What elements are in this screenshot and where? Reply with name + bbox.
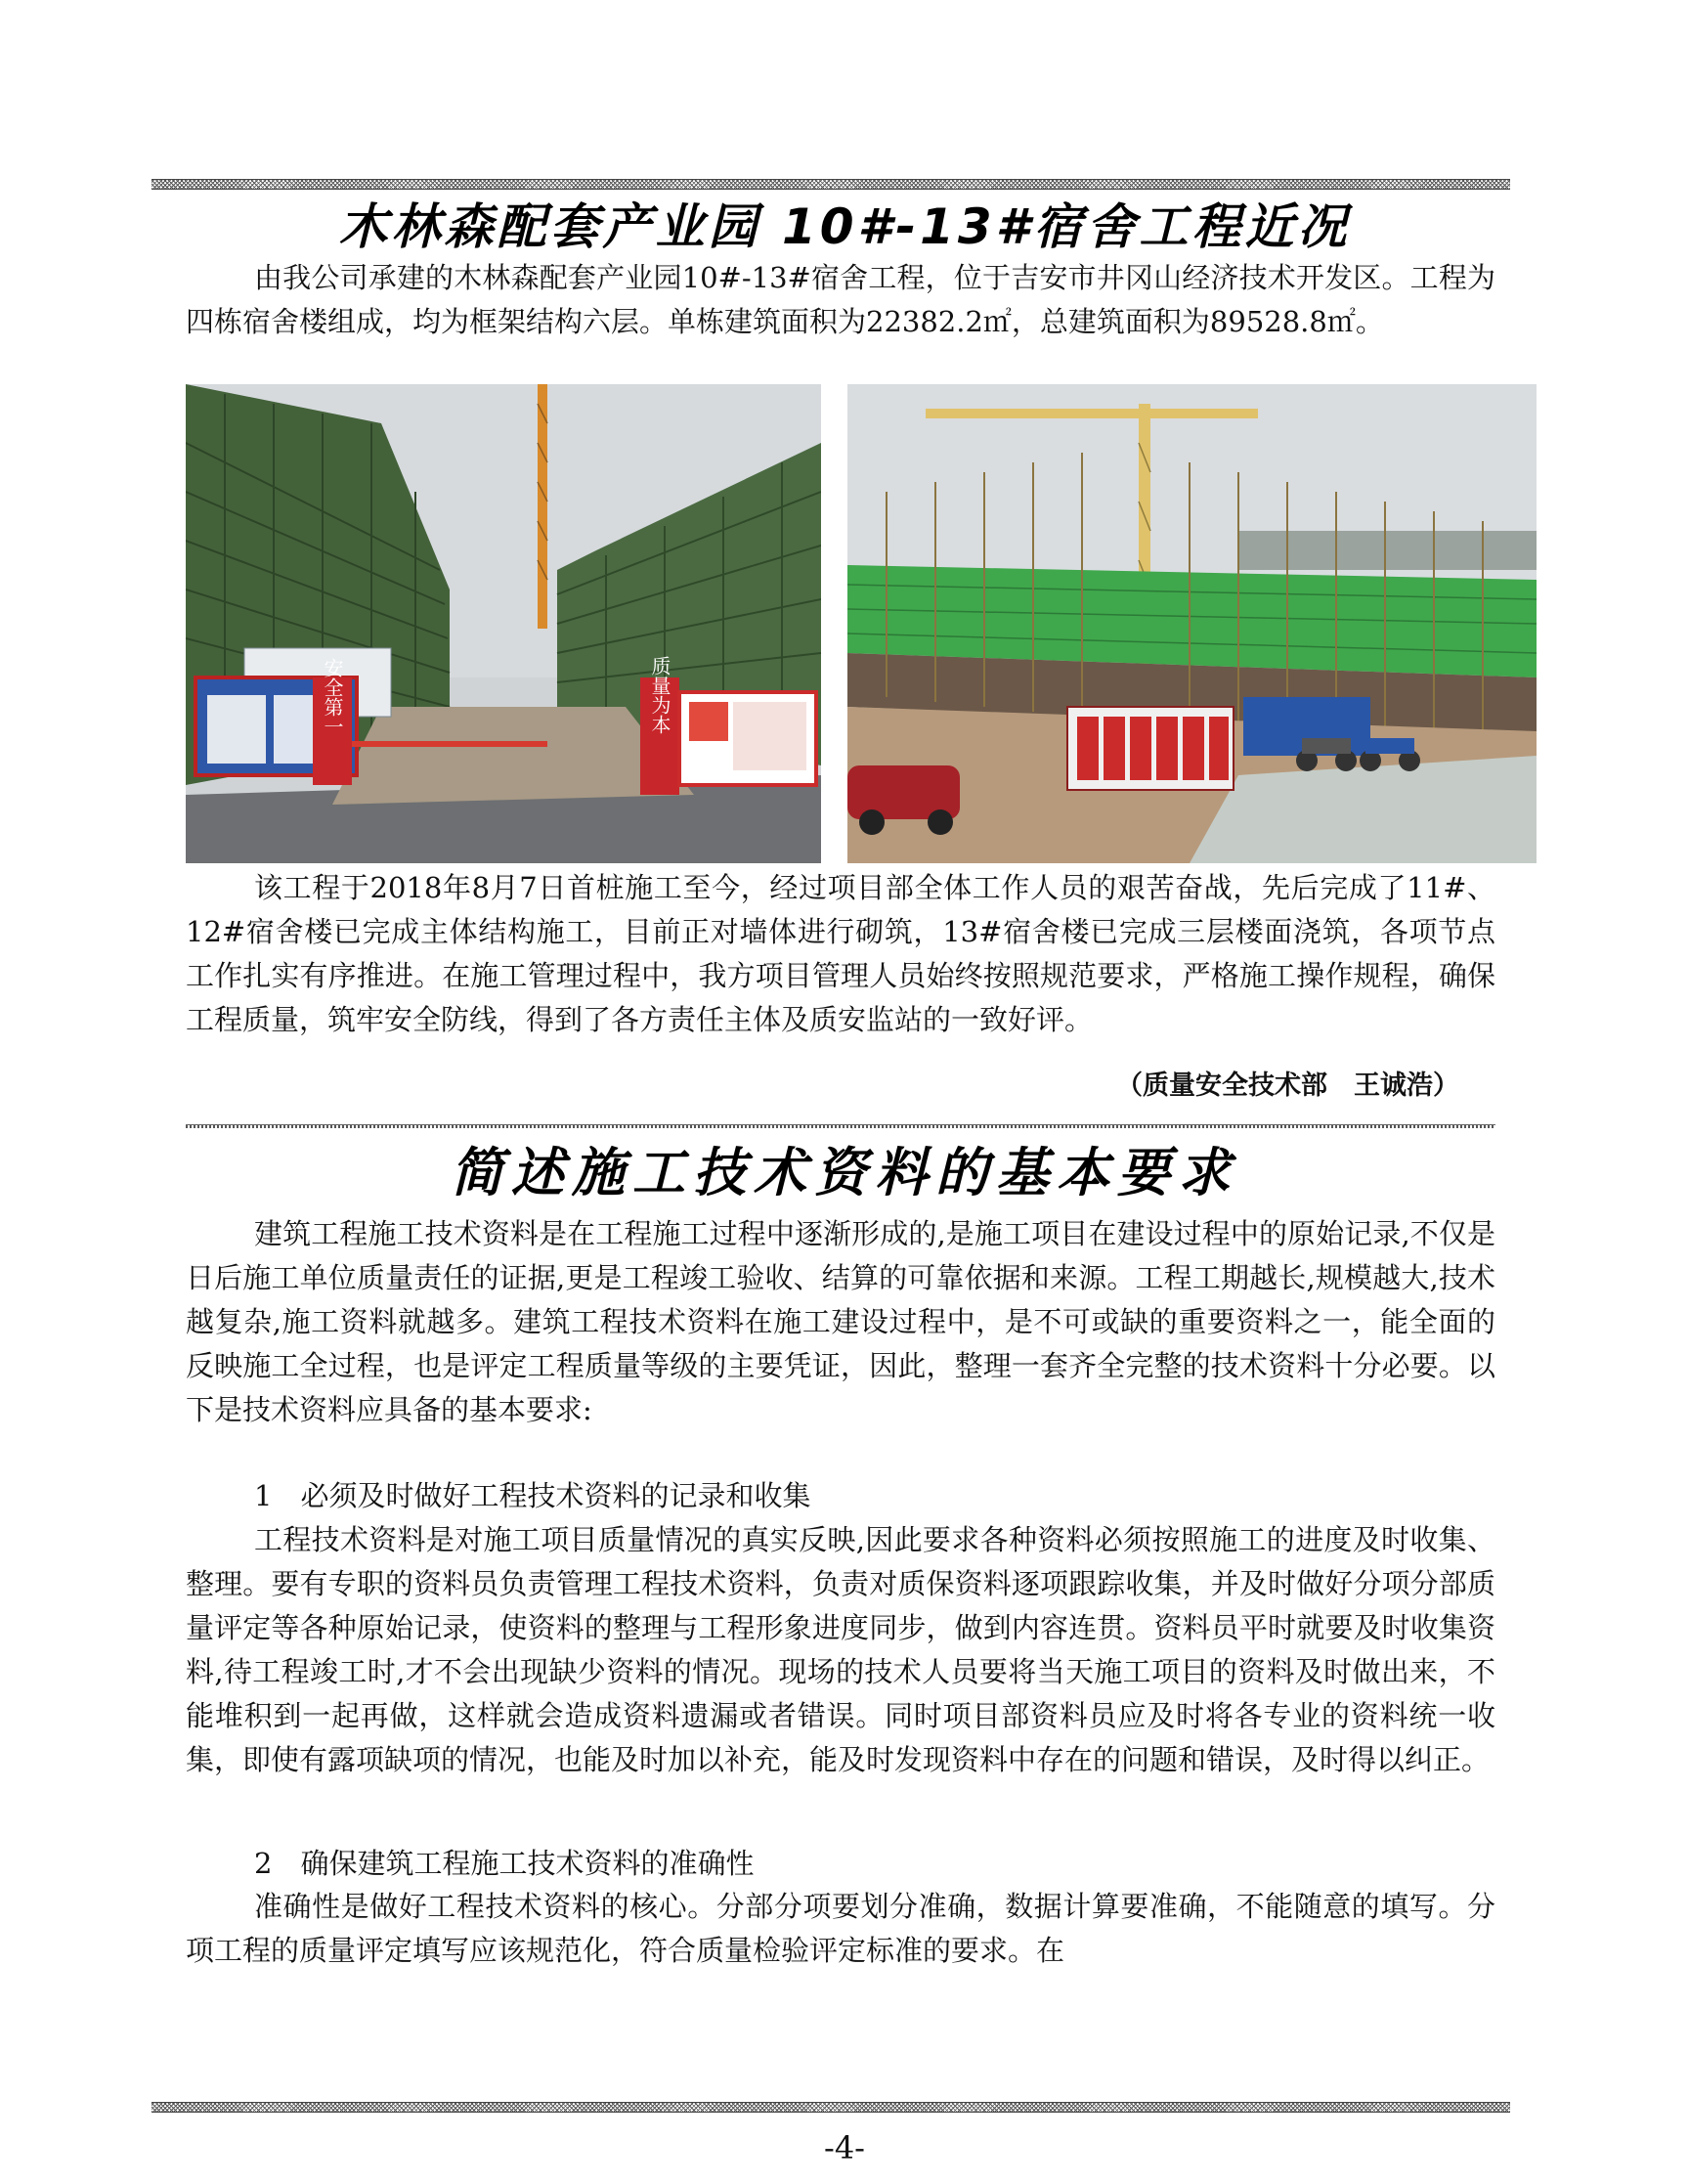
article1-byline: （质量安全技术部 王诚浩） — [1116, 1070, 1459, 1101]
construction-gate-photo — [186, 384, 821, 863]
article2-heading2: 2 确保建筑工程施工技术资料的准确性 — [254, 1847, 755, 1880]
article2-para3: 准确性是做好工程技术资料的核心。分部分项要划分准确，数据计算要准确，不能随意的填写。分项工程的质量评定填写应该规范化，符合质量检验评定标准的要求。在 — [186, 1890, 1495, 1967]
article2-para2: 工程技术资料是对施工项目质量情况的真实反映,因此要求各种资料必须按照施工的进度及时收集、整理。要有专职的资料员负责管理工程技术资料，负责对质保资料逐项跟踪收集，并及时做好分项分部质量评定等各种原始记录，使资料的整理与工程形象进度同步，做到内容连贯。资料员平时就要及时收集资料,待工程竣工时,才不会出现缺少资料的情况。现场的技术人员要将当天施工项目的资料及时做出来，不能堆积到一起再做，这样就会造成资料遗漏或者错误。同时项目部资料员应及时将各专业的资料统一收集，即使有露项缺项的情况，也能及时加以补充，能及时发现资料中存在的问题和错误，及时得以纠正。 — [186, 1523, 1495, 1776]
article2-para1: 建筑工程施工技术资料是在工程施工过程中逐渐形成的,是施工项目在建设过程中的原始记录,不仅是日后施工单位质量责任的证据,更是工程竣工验收、结算的可靠依据和来源。工程工期越长,规模越大,技术越复杂,施工资料就越多。建筑工程技术资料在施工建设过程中，是不可或缺的重要资料之一，能全面的反映施工全过程，也是评定工程质量等级的主要凭证，因此，整理一套齐全完整的技术资料十分必要。以下是技术资料应具备的基本要求: — [186, 1217, 1495, 1426]
article1-body: 该工程于2018年8月7日首桩施工至今，经过项目部全体工作人员的艰苦奋战，先后完成了11#、12#宿舍楼已完成主体结构施工，目前正对墙体进行砌筑，13#宿舍楼已完成三层楼面浇筑，各项节点工作扎实有序推进。在施工管理过程中，我方项目管理人员始终按照规范要求，严格施工操作规程，确保工程质量，筑牢安全防线，得到了各方责任主体及质安监站的一致好评。 — [186, 871, 1495, 1036]
sign-right-text: 质量为本 — [648, 656, 671, 734]
dormitory-building-photo — [847, 384, 1537, 863]
bottom-decorative-rule — [152, 2102, 1510, 2113]
article1-title: 木林森配套产业园 10#-13#宿舍工程近况 — [338, 198, 1351, 255]
top-decorative-rule — [152, 179, 1510, 190]
page-number: -4- — [824, 2129, 865, 2166]
section-divider — [186, 1124, 1495, 1128]
article1-intro: 由我公司承建的木林森配套产业园10#-13#宿舍工程，位于吉安市井冈山经济技术开发区。工程为四栋宿舍楼组成，均为框架结构六层。单栋建筑面积为22382.2㎡，总建筑面积为89528.8㎡。 — [186, 261, 1495, 338]
article2-heading1: 1 必须及时做好工程技术资料的记录和收集 — [254, 1479, 811, 1512]
sign-left-text: 安全第一 — [321, 658, 344, 736]
article2-title: 简述施工技术资料的基本要求 — [451, 1142, 1238, 1203]
